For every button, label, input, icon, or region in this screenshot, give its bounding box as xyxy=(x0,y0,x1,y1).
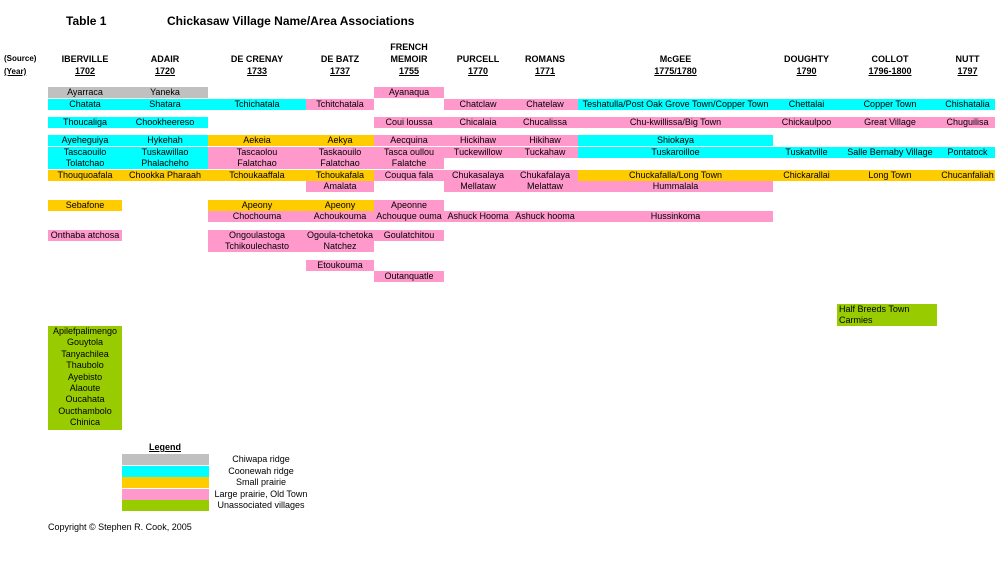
village-cell: Thouquoafala xyxy=(48,170,122,181)
village-cell: Apeony xyxy=(208,200,306,211)
page-title: Chickasaw Village Name/Area Associations xyxy=(167,14,415,28)
village-cell: Tchitchatala xyxy=(306,99,374,110)
village-cell: Thoucaliga xyxy=(48,117,122,128)
village-cell: Chukafalaya xyxy=(512,170,578,181)
village-cell: Great Village xyxy=(840,117,940,128)
village-cell: Ashuck Hooma xyxy=(444,211,512,222)
column-name: ROMANS xyxy=(525,54,565,64)
village-cell: Chookheereso xyxy=(122,117,208,128)
village-cell: Chochouma xyxy=(208,211,306,222)
column-year: 1755 xyxy=(398,66,420,76)
village-cell: Phalacheho xyxy=(122,158,208,169)
column-header xyxy=(374,41,444,77)
village-cell: Mellataw xyxy=(444,181,512,192)
village-cell: Ashuck hooma xyxy=(512,211,578,222)
source-year-labels xyxy=(4,52,36,78)
village-cell: Ayarraca xyxy=(48,87,122,98)
village-cell: Chettalai xyxy=(773,99,840,110)
village-cell: Ayeheguiya xyxy=(48,135,122,146)
village-cell: Chuguilisa xyxy=(940,117,995,128)
unassociated-village: Alaoute xyxy=(69,383,101,394)
column-header xyxy=(512,53,578,77)
village-cell: Chishatalia xyxy=(940,99,995,110)
column-year: 1720 xyxy=(154,66,176,76)
village-cell: Taskaouilo xyxy=(306,147,374,158)
village-cell: Tascaolou xyxy=(208,147,306,158)
village-cell: Chatclaw xyxy=(444,99,512,110)
column-header xyxy=(306,53,374,77)
unassociated-village: Chinica xyxy=(69,417,100,428)
village-cell: Shatara xyxy=(122,99,208,110)
column-header xyxy=(208,53,306,77)
village-cell: Hykehah xyxy=(122,135,208,146)
village-cell: Ongoulastoga xyxy=(208,230,306,241)
unassociated-village: Oucahata xyxy=(65,394,105,405)
village-cell: Achouque ouma xyxy=(374,211,444,222)
unassociated-village: Gouytola xyxy=(66,337,104,348)
column-year: 1797 xyxy=(957,66,978,76)
source-label: (Source) xyxy=(4,54,37,63)
unassociated-village: Apilefpalimengo xyxy=(52,326,118,336)
village-cell: Natchez xyxy=(306,241,374,252)
legend-label: Large prairie, Old Town xyxy=(214,488,308,499)
village-cell: Falatche xyxy=(374,158,444,169)
village-cell: Apeony xyxy=(306,200,374,211)
table-number: Table 1 xyxy=(66,14,107,28)
legend-swatch xyxy=(122,454,209,465)
village-cell: Tchoukafala xyxy=(306,170,374,181)
village-cell: Salle Bernaby Village xyxy=(840,147,940,158)
village-cell: Tchichatala xyxy=(208,99,306,110)
village-cell: Aekya xyxy=(306,135,374,146)
village-cell: Tchoukaaffala xyxy=(208,170,306,181)
village-cell: Copper Town xyxy=(840,99,940,110)
village-cell: Ayanaqua xyxy=(374,87,444,98)
legend-swatch xyxy=(122,466,209,477)
legend-swatch xyxy=(122,489,209,500)
unassociated-village: Thaubolo xyxy=(66,360,104,371)
village-cell: Teshatulla/Post Oak Grove Town/Copper Town xyxy=(578,99,773,110)
village-cell: Etoukouma xyxy=(306,260,374,271)
village-cell: Tchikoulechasto xyxy=(208,241,306,252)
village-cell: Chucalissa xyxy=(512,117,578,128)
column-name: ADAIR xyxy=(150,54,180,64)
column-name: DOUGHTY xyxy=(784,54,829,64)
village-cell: Chukasalaya xyxy=(444,170,512,181)
village-cell: Ogoula-tchetoka xyxy=(306,229,374,240)
village-cell: Aecquina xyxy=(374,135,444,146)
village-cell: Falatchao xyxy=(208,158,306,169)
column-name: DE CRENAY xyxy=(230,54,284,64)
village-cell: Apeonne xyxy=(374,200,444,211)
village-cell: Coui loussa xyxy=(374,117,444,128)
village-cell: Chucanfaliah xyxy=(941,169,994,180)
column-header xyxy=(773,53,840,77)
village-cell: Sebafone xyxy=(48,200,122,211)
village-cell: Aekeia xyxy=(208,135,306,146)
column-name: MEMOIR xyxy=(390,54,428,64)
column-header xyxy=(578,53,773,77)
column-year: 1790 xyxy=(796,66,817,76)
unassociated-village: Carmies xyxy=(839,315,873,325)
column-header xyxy=(122,53,208,77)
column-name: PURCELL xyxy=(456,54,500,64)
village-cell: Tuckewillow xyxy=(444,147,512,158)
village-cell: Pontatock xyxy=(940,147,995,158)
village-cell: Tuskawillao xyxy=(122,147,208,158)
unassociated-village: Ayebisto xyxy=(67,371,103,382)
village-cell: Goulatchitou xyxy=(374,230,444,241)
village-cell: Chickarallai xyxy=(773,170,840,181)
village-cell: Chatelaw xyxy=(512,99,578,110)
village-cell: Yaneka xyxy=(122,87,208,98)
legend-swatch xyxy=(122,500,209,511)
year-label: (Year) xyxy=(4,67,27,76)
column-name: McGEE xyxy=(659,54,692,64)
legend-label: Unassociated villages xyxy=(217,500,305,510)
village-cell: Shiokaya xyxy=(578,135,773,146)
column-name: FRENCH xyxy=(390,42,428,52)
village-cell: Melattaw xyxy=(512,181,578,192)
legend-swatch xyxy=(122,477,209,488)
village-cell: Outanquatle xyxy=(374,271,444,282)
village-cell: Falatchao xyxy=(306,158,374,169)
village-cell: Chicalaia xyxy=(444,117,512,128)
unassociated-list xyxy=(48,326,122,430)
collot-unassociated xyxy=(837,304,937,326)
village-cell: Tasca oullou xyxy=(374,147,444,158)
column-year: 1796-1800 xyxy=(868,66,912,76)
legend-title: Legend xyxy=(149,442,182,452)
village-cell: Tuskaroilloe xyxy=(578,147,773,158)
column-name: NUTT xyxy=(955,54,980,64)
legend xyxy=(122,442,322,512)
village-cell: Hussinkoma xyxy=(578,211,773,222)
village-cell: Chickaulpoo xyxy=(773,117,840,128)
legend-label: Coonewah ridge xyxy=(228,465,294,476)
column-header xyxy=(840,53,940,77)
village-cell: Tuckahaw xyxy=(512,147,578,158)
column-year: 1737 xyxy=(329,66,351,76)
column-year: 1733 xyxy=(246,66,268,76)
village-cell: Chuckafalla/Long Town xyxy=(578,170,773,181)
village-cell: Hickihaw xyxy=(444,135,512,146)
column-name: COLLOT xyxy=(871,54,909,64)
village-cell: Tascaouilo xyxy=(48,147,122,158)
column-name: DE BATZ xyxy=(320,54,360,64)
column-year: 1775/1780 xyxy=(654,66,697,76)
village-cell: Chatata xyxy=(48,99,122,110)
unassociated-village: Oucthambolo xyxy=(58,405,112,416)
village-cell: Tuskatville xyxy=(773,147,840,158)
column-year: 1771 xyxy=(534,66,556,76)
village-cell: Long Town xyxy=(840,170,940,181)
legend-label: Chiwapa ridge xyxy=(232,454,290,464)
copyright: Copyright © Stephen R. Cook, 2005 xyxy=(48,522,192,532)
unassociated-village: Tanyachilea xyxy=(61,348,109,359)
column-year: 1702 xyxy=(74,66,96,76)
village-cell: Couqua fala xyxy=(374,170,444,181)
village-cell: Achoukouma xyxy=(306,211,374,222)
village-cell: Onthaba atchosa xyxy=(48,230,122,241)
village-cell: Amalata xyxy=(306,181,374,192)
village-cell: Hikihaw xyxy=(512,135,578,146)
village-cell: Tolatchao xyxy=(48,158,122,169)
village-cell: Chookka Pharaah xyxy=(122,170,208,181)
column-name: IBERVILLE xyxy=(61,54,109,64)
village-cell: Hummalala xyxy=(578,181,773,192)
legend-label: Small prairie xyxy=(235,477,286,487)
unassociated-village: Half Breeds Town xyxy=(839,304,910,314)
column-header xyxy=(48,53,122,77)
village-cell: Chu-kwillissa/Big Town xyxy=(578,117,773,128)
column-header xyxy=(940,53,995,77)
column-header xyxy=(444,53,512,77)
column-year: 1770 xyxy=(467,66,489,76)
